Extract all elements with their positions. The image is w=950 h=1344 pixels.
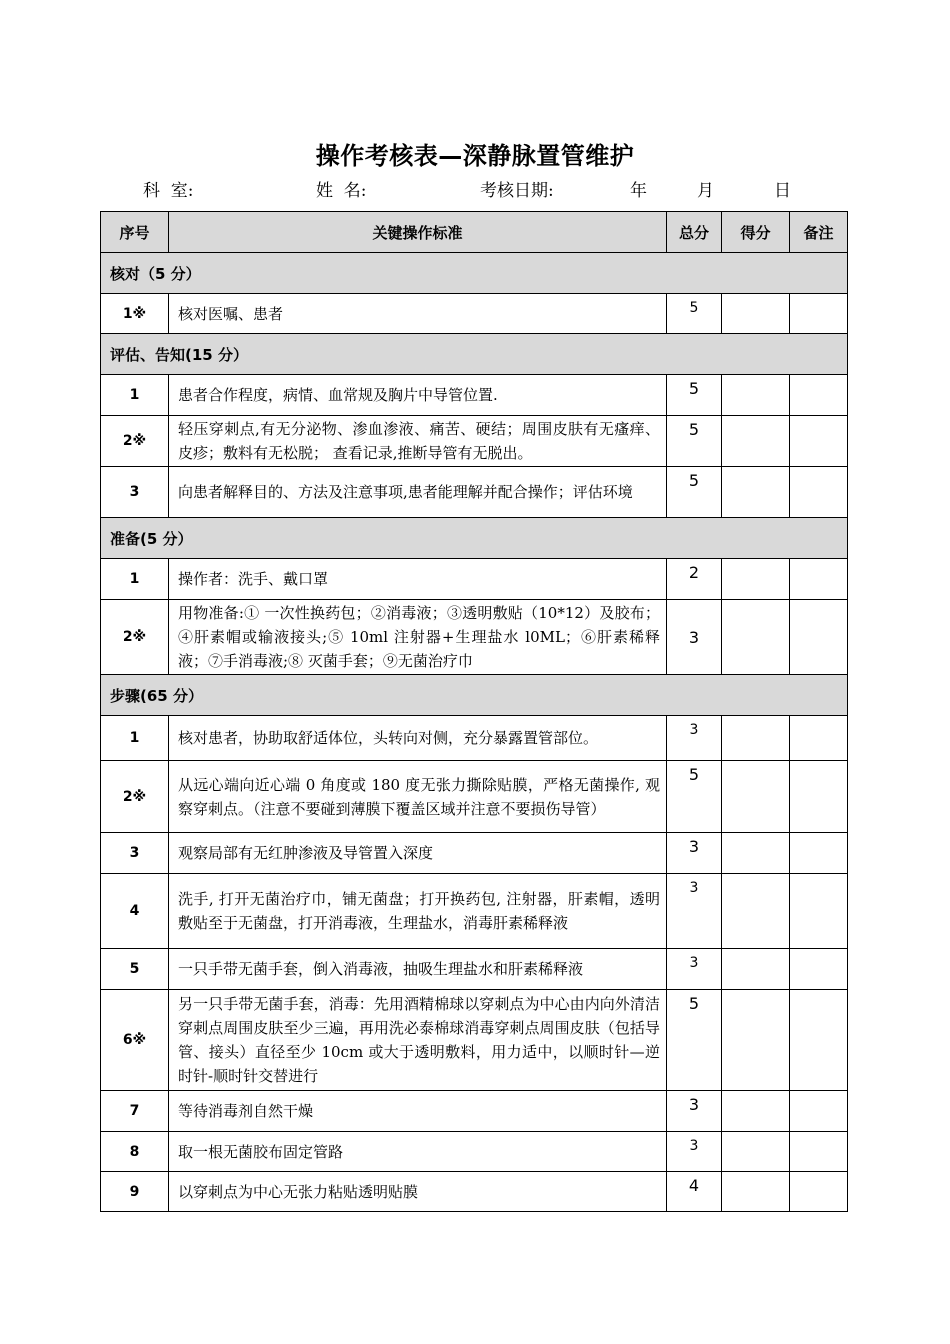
score-cell[interactable] xyxy=(722,716,790,761)
row-number: 8 xyxy=(101,1132,169,1172)
assessment-table xyxy=(100,211,848,1212)
header-standard: 关键操作标准 xyxy=(169,212,667,253)
score-cell[interactable] xyxy=(722,1132,790,1172)
remark-cell[interactable] xyxy=(790,416,848,467)
row-total-score: 3 xyxy=(667,1091,722,1132)
remark-cell[interactable] xyxy=(790,600,848,675)
score-cell[interactable] xyxy=(722,375,790,416)
row-number: 2※ xyxy=(101,416,169,467)
day-label: 日 xyxy=(774,181,791,201)
row-total-score: 3 xyxy=(667,1132,722,1172)
remark-cell[interactable] xyxy=(790,833,848,874)
row-total-score: 4 xyxy=(667,1172,722,1212)
row-number: 1※ xyxy=(101,294,169,334)
row-number: 3 xyxy=(101,467,169,518)
section-title: 核对（5 分） xyxy=(101,253,848,294)
section-row-assess xyxy=(101,334,848,375)
row-total-score: 3 xyxy=(667,600,722,675)
row-standard: 从远心端向近心端 0 角度或 180 度无张力撕除贴膜，严格无菌操作, 观察穿刺点。（注意不要碰到薄膜下覆盖区域并注意不要损伤导管） xyxy=(169,761,667,833)
row-number: 4 xyxy=(101,874,169,949)
row-standard: 用物准备:① 一次性换药包；②消毒液；③透明敷贴（10*12）及胶布；④肝素帽或输液接头;⑤ 10ml 注射器+生理盐水 l0ML；⑥肝素稀释液；⑦手消毒液;⑧ 灭菌手套；⑨无菌治疗巾 xyxy=(169,600,667,675)
row-standard: 操作者：洗手、戴口罩 xyxy=(169,559,667,600)
row-total-score: 3 xyxy=(667,949,722,990)
header-score: 得分 xyxy=(722,212,790,253)
score-cell[interactable] xyxy=(722,1091,790,1132)
row-standard: 以穿刺点为中心无张力粘贴透明贴膜 xyxy=(169,1172,667,1212)
section-row-steps xyxy=(101,675,848,716)
row-total-score: 5 xyxy=(667,375,722,416)
section-row-check xyxy=(101,253,848,294)
table-row xyxy=(101,294,848,334)
remark-cell[interactable] xyxy=(790,1172,848,1212)
score-cell[interactable] xyxy=(722,990,790,1091)
header-fields xyxy=(0,176,950,200)
page-title: 操作考核表—深静脉置管维护 xyxy=(315,142,635,170)
dept-label: 科 室: xyxy=(143,181,194,201)
row-standard: 取一根无菌胶布固定管路 xyxy=(169,1132,667,1172)
remark-cell[interactable] xyxy=(790,949,848,990)
table-header-row xyxy=(101,212,848,253)
table-row xyxy=(101,559,848,600)
score-cell[interactable] xyxy=(722,559,790,600)
row-total-score: 3 xyxy=(667,833,722,874)
row-standard: 患者合作程度，病情、血常规及胸片中导管位置. xyxy=(169,375,667,416)
date-label: 考核日期: xyxy=(480,181,554,201)
remark-cell[interactable] xyxy=(790,716,848,761)
row-total-score: 5 xyxy=(667,416,722,467)
row-standard: 轻压穿刺点,有无分泌物、渗血渗液、痛苦、硬结；周围皮肤有无瘙痒、皮疹；敷料有无松脱； 查看记录,推断导管有无脱出。 xyxy=(169,416,667,467)
row-number: 9 xyxy=(101,1172,169,1212)
score-cell[interactable] xyxy=(722,600,790,675)
row-number: 1 xyxy=(101,716,169,761)
header-no: 序号 xyxy=(101,212,169,253)
table-row xyxy=(101,467,848,518)
row-standard: 另一只手带无菌手套，消毒：先用酒精棉球以穿刺点为中心由内向外清洁穿刺点周围皮肤至少三遍，再用洗必泰棉球消毒穿刺点周围皮肤（包括导管、接头）直径至少 10cm 或大于透明敷料，用力适中，以顺时针—逆时针-顺时针交替进行 xyxy=(169,990,667,1091)
header-total: 总分 xyxy=(667,212,722,253)
remark-cell[interactable] xyxy=(790,874,848,949)
row-total-score: 5 xyxy=(667,294,722,334)
header-remark: 备注 xyxy=(790,212,848,253)
score-cell[interactable] xyxy=(722,761,790,833)
table-row xyxy=(101,416,848,467)
score-cell[interactable] xyxy=(722,949,790,990)
row-standard: 等待消毒剂自然干燥 xyxy=(169,1091,667,1132)
row-number: 1 xyxy=(101,375,169,416)
section-title: 准备(5 分） xyxy=(101,518,848,559)
score-cell[interactable] xyxy=(722,833,790,874)
table-row xyxy=(101,949,848,990)
table-row xyxy=(101,833,848,874)
table-row xyxy=(101,600,848,675)
table-row xyxy=(101,375,848,416)
table-row xyxy=(101,1091,848,1132)
row-number: 2※ xyxy=(101,600,169,675)
table-row xyxy=(101,874,848,949)
table-row xyxy=(101,990,848,1091)
score-cell[interactable] xyxy=(722,416,790,467)
row-standard: 核对医嘱、患者 xyxy=(169,294,667,334)
table-row xyxy=(101,1172,848,1212)
row-total-score: 5 xyxy=(667,990,722,1091)
remark-cell[interactable] xyxy=(790,1091,848,1132)
table-row xyxy=(101,716,848,761)
score-cell[interactable] xyxy=(722,874,790,949)
remark-cell[interactable] xyxy=(790,559,848,600)
row-number: 7 xyxy=(101,1091,169,1132)
row-standard: 核对患者，协助取舒适体位，头转向对侧，充分暴露置管部位。 xyxy=(169,716,667,761)
table-row xyxy=(101,761,848,833)
year-label: 年 xyxy=(630,181,647,201)
remark-cell[interactable] xyxy=(790,467,848,518)
remark-cell[interactable] xyxy=(790,1132,848,1172)
row-standard: 向患者解释目的、方法及注意事项,患者能理解并配合操作；评估环境 xyxy=(169,467,667,518)
score-cell[interactable] xyxy=(722,294,790,334)
row-number: 5 xyxy=(101,949,169,990)
name-label: 姓 名: xyxy=(316,181,367,201)
row-number: 2※ xyxy=(101,761,169,833)
row-total-score: 2 xyxy=(667,559,722,600)
table-row xyxy=(101,1132,848,1172)
remark-cell[interactable] xyxy=(790,375,848,416)
remark-cell[interactable] xyxy=(790,990,848,1091)
row-total-score: 5 xyxy=(667,761,722,833)
section-title: 步骤(65 分） xyxy=(101,675,848,716)
section-row-prepare xyxy=(101,518,848,559)
row-standard: 洗手, 打开无菌治疗巾，铺无菌盘；打开换药包, 注射器，肝素帽，透明敷贴至于无菌盘，打开消毒液，生理盐水，消毒肝素稀释液 xyxy=(169,874,667,949)
row-standard: 一只手带无菌手套，倒入消毒液，抽吸生理盐水和肝素稀释液 xyxy=(169,949,667,990)
score-cell[interactable] xyxy=(722,1172,790,1212)
row-total-score: 3 xyxy=(667,716,722,761)
row-total-score: 3 xyxy=(667,874,722,949)
section-title: 评估、告知(15 分） xyxy=(101,334,848,375)
row-number: 1 xyxy=(101,559,169,600)
row-total-score: 5 xyxy=(667,467,722,518)
month-label: 月 xyxy=(697,181,714,201)
score-cell[interactable] xyxy=(722,467,790,518)
remark-cell[interactable] xyxy=(790,294,848,334)
row-standard: 观察局部有无红肿渗液及导管置入深度 xyxy=(169,833,667,874)
remark-cell[interactable] xyxy=(790,761,848,833)
row-number: 3 xyxy=(101,833,169,874)
row-number: 6※ xyxy=(101,990,169,1091)
